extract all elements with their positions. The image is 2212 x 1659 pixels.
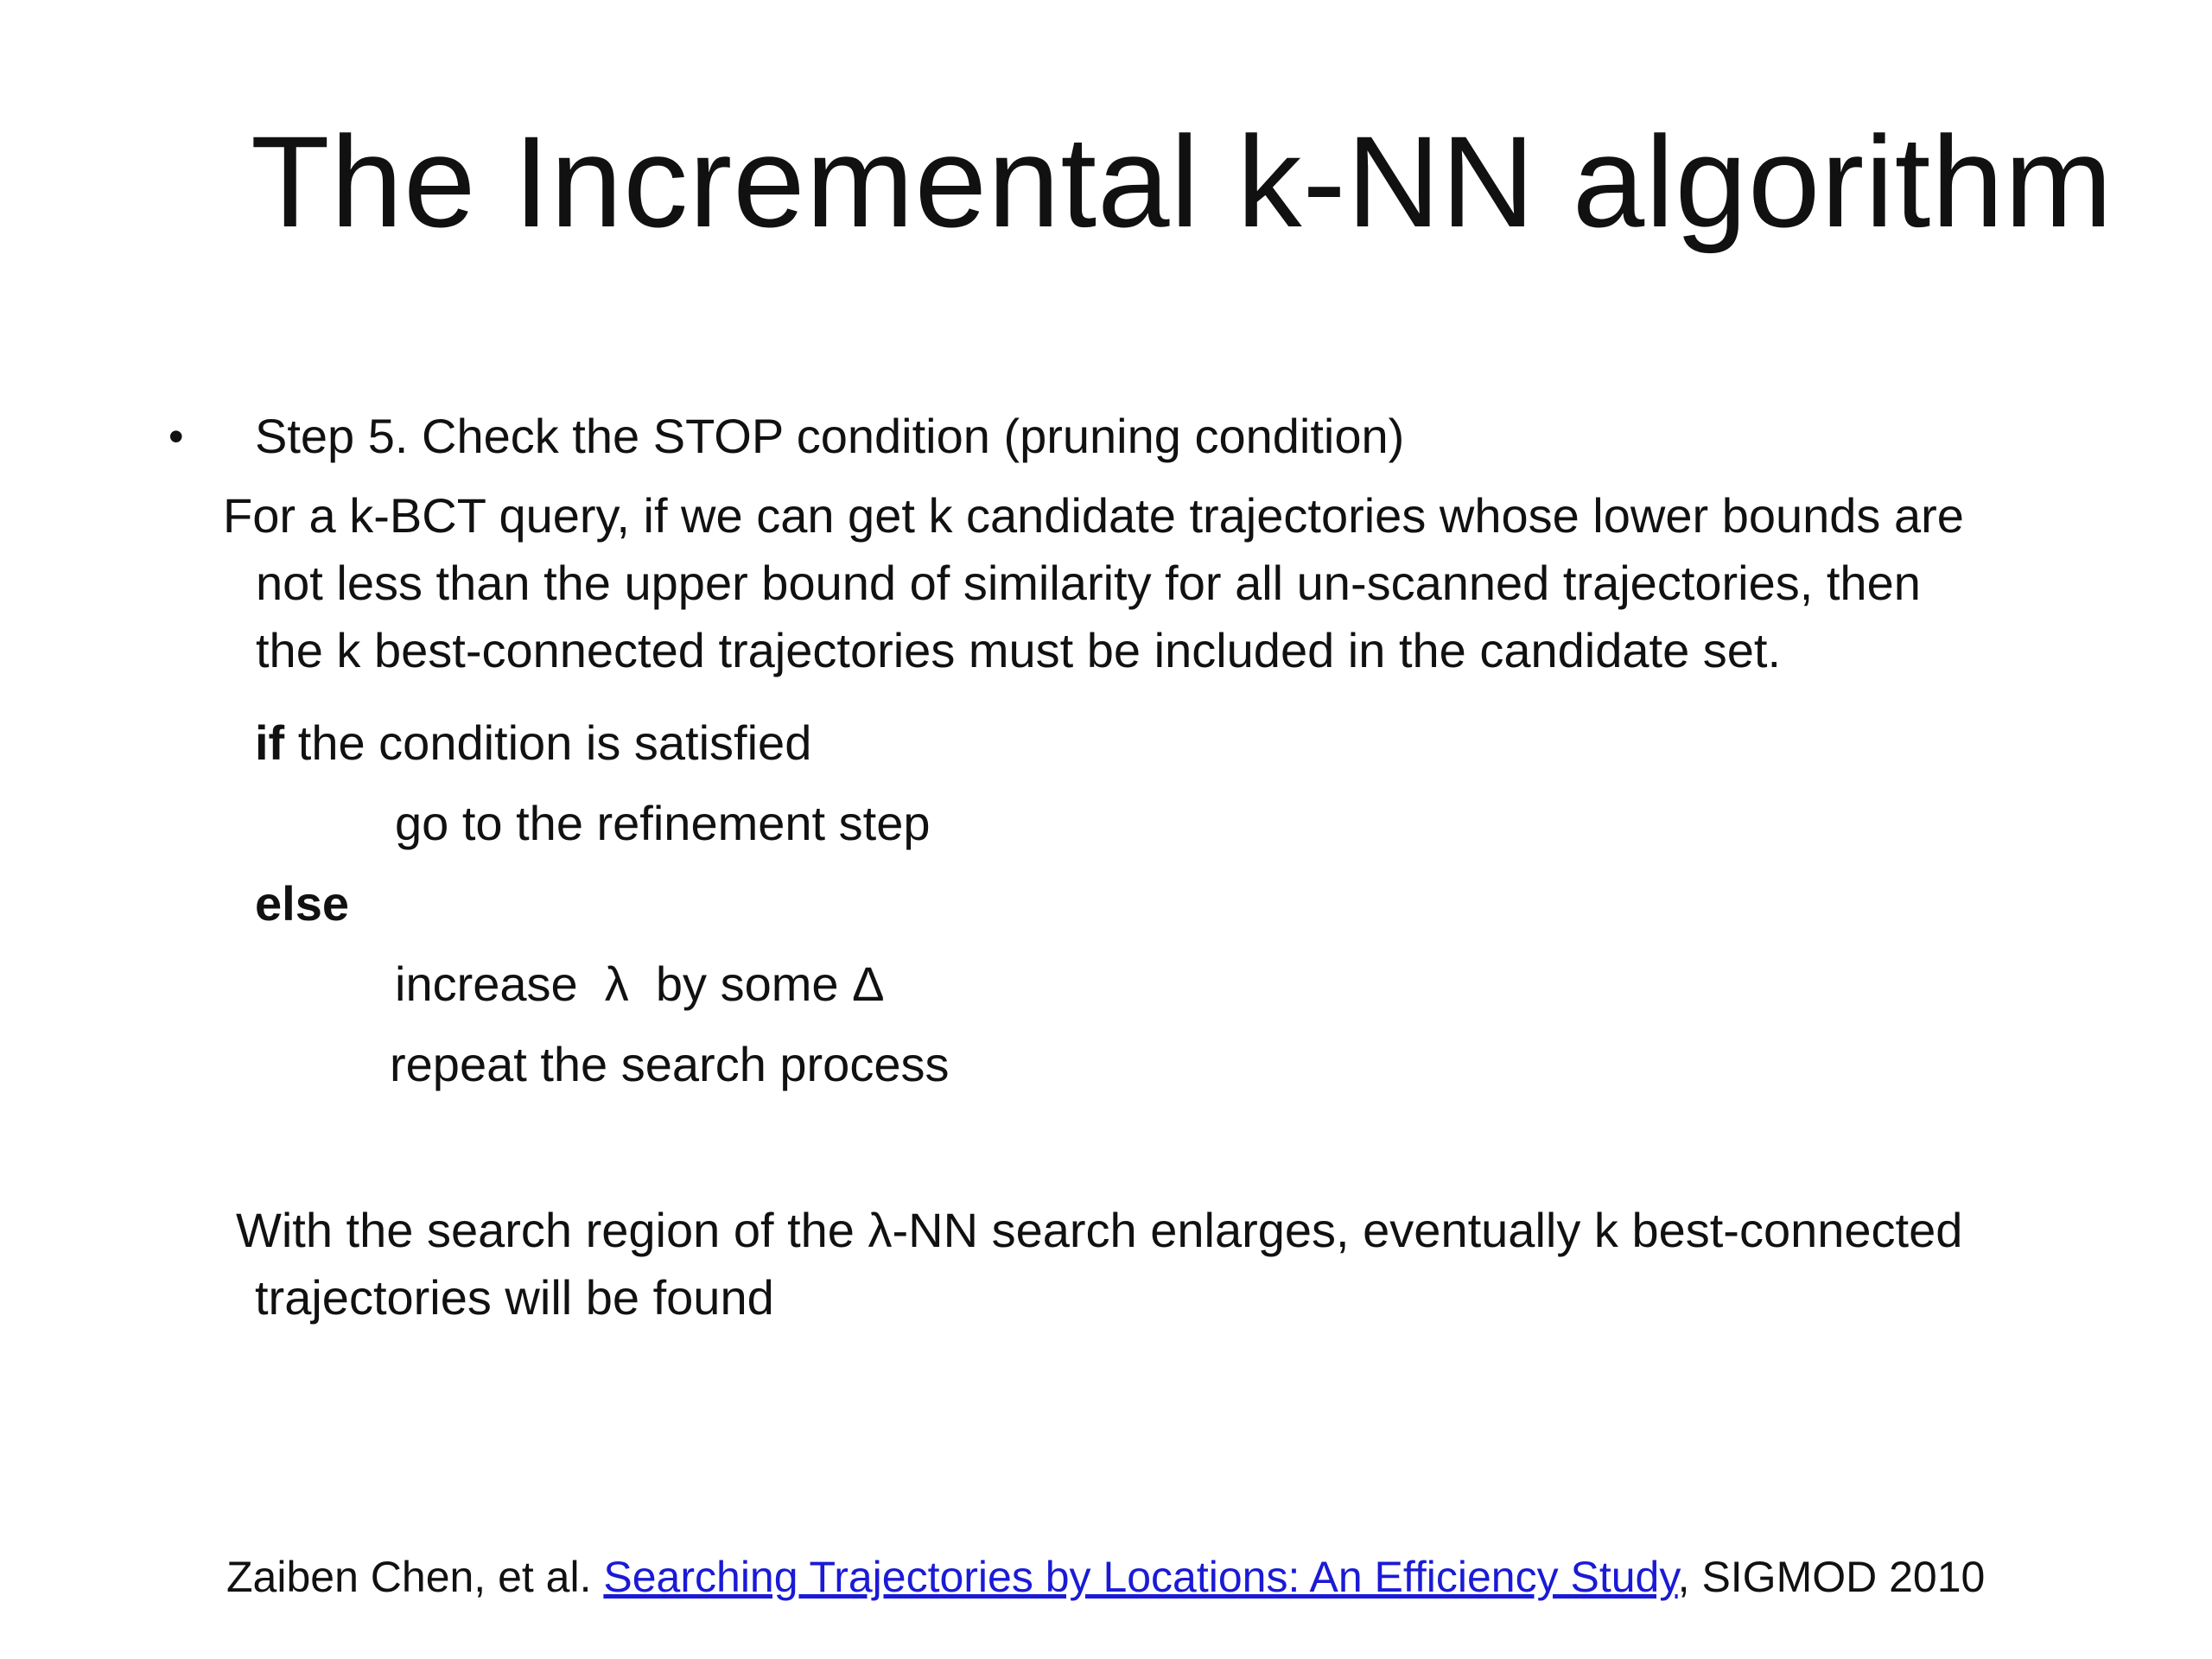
citation	[226, 1547, 2127, 1607]
if-condition: the condition is satisfied	[284, 715, 812, 770]
pseudocode-else-action-1: increase λ by some Δ	[395, 957, 885, 1011]
summary-paragraph	[236, 1197, 2094, 1332]
citation-authors: Zaiben Chen, et al.	[226, 1553, 604, 1601]
bullet-step-5	[168, 402, 2069, 471]
pseudocode-if-line	[255, 709, 811, 778]
if-keyword: if	[255, 715, 285, 770]
paragraph-line: For a k-BCT query, if we can get k candidate trajectories whose lower bounds are	[223, 488, 1964, 543]
slide-title: The Incremental k-NN algorithm	[251, 109, 2113, 254]
bullet-icon: •	[168, 412, 184, 461]
paragraph-line: not less than the upper bound of similarity for all un-scanned trajectories, then	[256, 556, 1921, 610]
pseudocode-else-action-2: repeat the search process	[390, 1037, 950, 1091]
paper-link[interactable]: Searching Trajectories by Locations: An Efficiency Study	[603, 1553, 1678, 1601]
summary-line: With the search region of the λ-NN search enlarges, eventually k best-connected	[236, 1203, 1963, 1257]
citation-venue: , SIGMOD 2010	[1677, 1553, 1986, 1601]
else-keyword: else	[255, 876, 349, 931]
summary-line: trajectories will be found	[255, 1270, 774, 1325]
stop-condition-paragraph	[223, 482, 2063, 684]
paragraph-line: the k best-connected trajectories must be included in the candidate set.	[256, 623, 1782, 677]
bullet-text: Step 5. Check the STOP condition (pruning condition)	[255, 409, 1405, 463]
pseudocode-then-action: go to the refinement step	[395, 796, 931, 850]
